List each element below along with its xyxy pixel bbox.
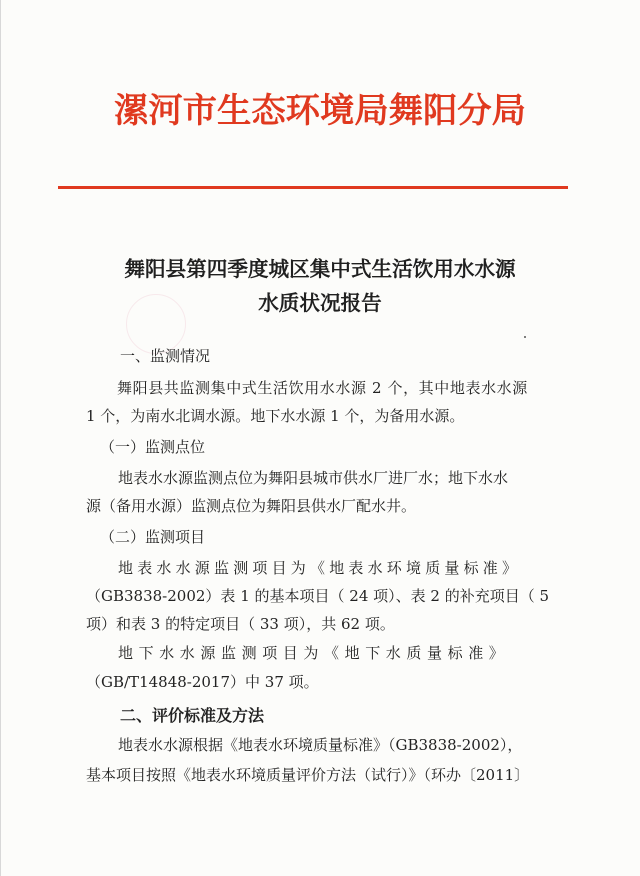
paragraph-line: （GB/T14848-2017）中 37 项。 — [86, 673, 319, 691]
paragraph-line: 地下水水源监测项目为《地下水质量标准》 — [118, 644, 510, 662]
paragraph-line: 地表水水源监测点位为舞阳县城市供水厂进厂水；地下水水 — [118, 469, 509, 487]
organization-header: 漯河市生态环境局舞阳分局 — [114, 91, 526, 131]
scan-speck — [524, 336, 526, 338]
section-2-heading: 二、评价标准及方法 — [120, 706, 265, 725]
paragraph-line: 舞阳县共监测集中式生活饮用水水源 2 个，其中地表水水源 — [117, 379, 528, 397]
paragraph-line: 源（备用水源）监测点位为舞阳县供水厂配水井。 — [86, 497, 417, 515]
paragraph-line: 地表水水源根据《地表水环境质量标准》（GB3838-2002）， — [118, 736, 523, 754]
paragraph-line: 1 个，为南水北调水源。地下水水源 1 个，为备用水源。 — [86, 407, 465, 425]
red-divider — [58, 186, 568, 189]
section-1-heading: 一、监测情况 — [120, 347, 211, 365]
paragraph-line: 项）和表 3 的特定项目（ 33 项），共 62 项。 — [86, 615, 395, 633]
report-title-line-2: 水质状况报告 — [258, 291, 382, 315]
paragraph-line: 基本项目按照《地表水环境质量评价方法（试行）》（环办〔2011〕 — [86, 766, 530, 784]
paragraph-line: （GB3838-2002）表 1 的基本项目（ 24 项）、表 2 的补充项目（ 5 — [86, 587, 550, 605]
paragraph-line: 地表水水源监测项目为《地表水环境质量标准》 — [118, 559, 522, 577]
subsection-2-heading: （二）监测项目 — [100, 528, 206, 546]
subsection-1-heading: （一）监测点位 — [100, 438, 206, 456]
report-title-line-1: 舞阳县第四季度城区集中式生活饮用水水源 — [124, 257, 516, 281]
